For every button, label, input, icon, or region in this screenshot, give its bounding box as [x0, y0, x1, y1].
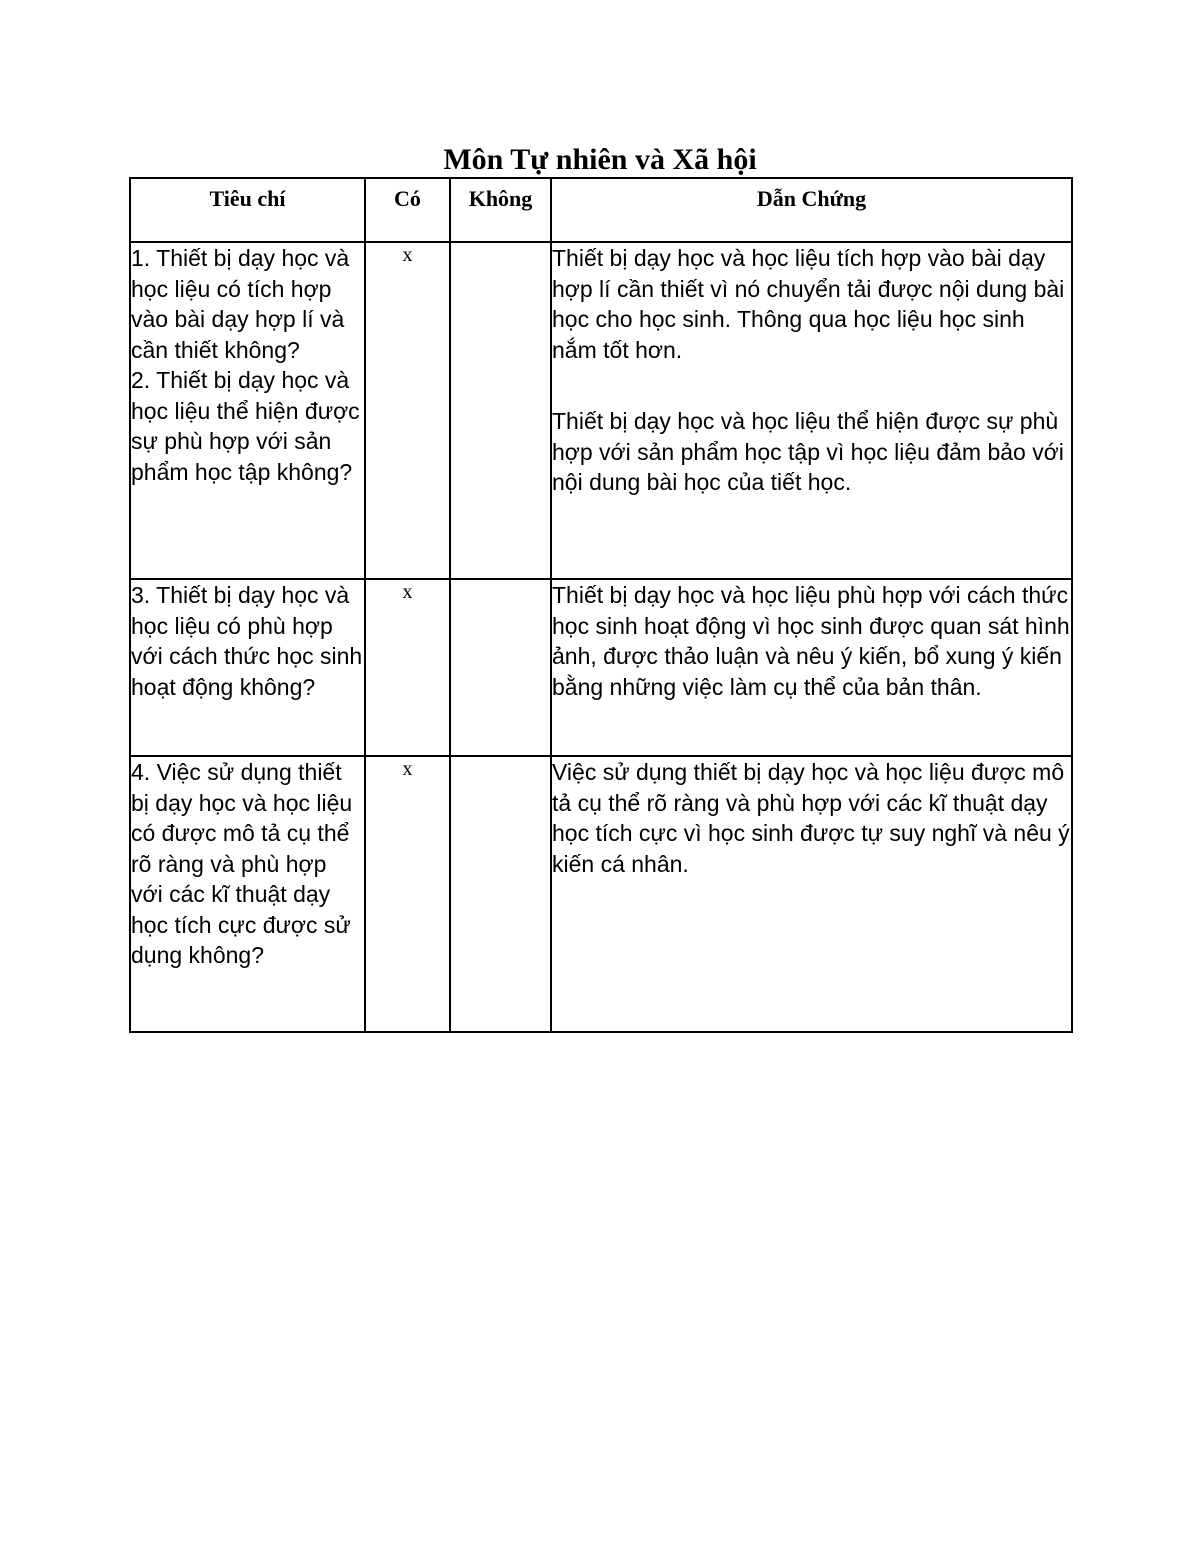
criteria-text: 1. Thiết bị dạy học và học liệu có tích hợp vào bài dạy hợp lí và cần thiết không? [131, 245, 350, 363]
yes-mark: x [365, 242, 450, 579]
evidence-text: Thiết bị dạy học và học liệu thể hiện được sự phù hợp với sản phẩm học tập vì học liệu đảm bảo với nội dung bài học của tiết học. [552, 408, 1064, 495]
evidence-cell [551, 242, 1072, 579]
no-mark [450, 242, 551, 579]
evidence-text: Thiết bị dạy học và học liệu tích hợp vào bài dạy hợp lí cần thiết vì nó chuyển tải được nội dung bài học cho học sinh. Thông qua học liệu học sinh nắm tốt hơn. [552, 245, 1065, 363]
criteria-cell [130, 242, 365, 579]
criteria-text: 3. Thiết bị dạy học và học liệu có phù hợp với cách thức học sinh hoạt động không? [131, 582, 363, 700]
yes-mark: x [365, 579, 450, 756]
header-row [130, 178, 1072, 242]
criteria-text: 2. Thiết bị dạy học và học liệu thể hiện được sự phù hợp với sản phẩm học tập không? [131, 367, 360, 485]
document-title: Môn Tự nhiên và Xã hội [443, 143, 757, 176]
criteria-cell [130, 579, 365, 756]
header-yes: Có [365, 178, 450, 242]
header-no: Không [450, 178, 551, 242]
yes-mark: x [365, 756, 450, 1032]
evidence-text: Thiết bị dạy học và học liệu phù hợp với cách thức học sinh hoạt động vì học sinh được quan sát hình ảnh, được thảo luận và nêu ý kiến, bổ xung ý kiến bằng những việc làm cụ thể của bản thân. [552, 582, 1070, 700]
table-row [130, 579, 1072, 756]
criteria-cell [130, 756, 365, 1032]
no-mark [450, 579, 551, 756]
criteria-text: 4. Việc sử dụng thiết bị dạy học và học liệu có được mô tả cụ thể rõ ràng và phù hợp với các kĩ thuật dạy học tích cực được sử dụng không? [131, 759, 353, 968]
evidence-cell [551, 756, 1072, 1032]
table-row [130, 756, 1072, 1032]
evidence-text: Việc sử dụng thiết bị dạy học và học liệu được mô tả cụ thể rõ ràng và phù hợp với các kĩ thuật dạy học tích cực vì học sinh được tự suy nghĩ và nêu ý kiến cá nhân. [552, 759, 1070, 877]
header-criteria: Tiêu chí [130, 178, 365, 242]
evaluation-table [129, 177, 1073, 1033]
no-mark [450, 756, 551, 1032]
header-evidence: Dẫn Chứng [551, 178, 1072, 242]
evidence-cell [551, 579, 1072, 756]
table-row [130, 242, 1072, 579]
